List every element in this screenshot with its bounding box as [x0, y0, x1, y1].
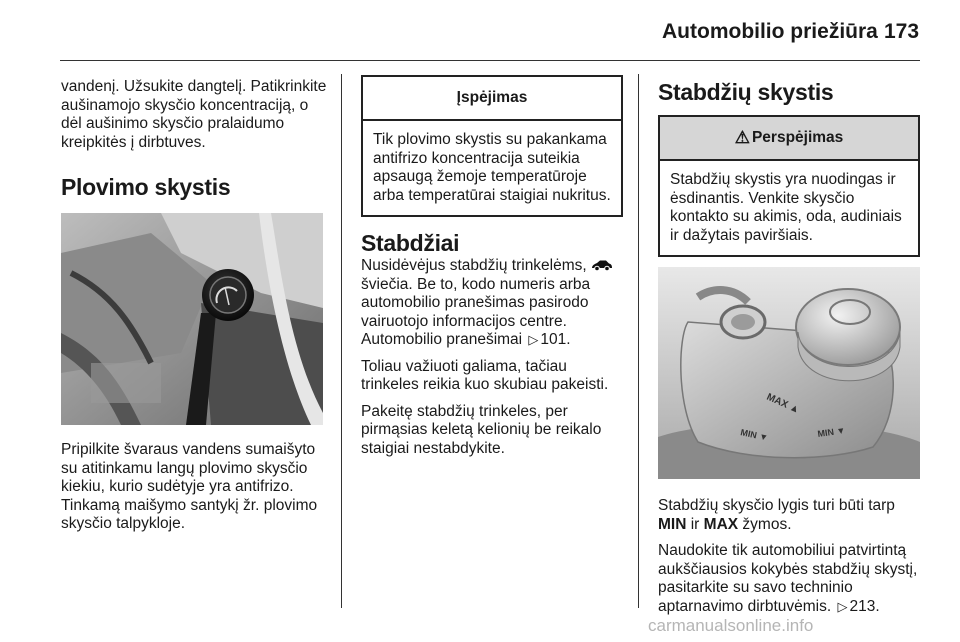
warning-box	[658, 115, 920, 257]
header-rule	[60, 60, 920, 61]
brake-fluid-p1-a: Stabdžių skysčio lygis turi būti tarp	[658, 497, 895, 514]
brake-fluid-paragraph-1	[658, 497, 920, 534]
brake-fluid-p1-ir: ir	[690, 515, 700, 533]
brake-fluid-reservoir-photo	[658, 267, 920, 479]
warning-title: Perspėjimas	[751, 128, 844, 146]
notice-title: Įspėjimas	[363, 77, 621, 121]
washer-fluid-paragraph: Pripilkite švaraus vandens sumaišyto su atitinkamu langų plovimo skysčio kiekiu, kurio sudėtyje yra antifrizo. Tinkamą maišymo santykį žr. plovimo skysčio talpykloje.	[61, 441, 318, 532]
notice-text: Tik plovimo skystis su pakankama antifrizo koncentracija suteikia apsaugą žemoje temperatūroje arba temperatūrai staigiai nukritus.	[373, 131, 611, 204]
page-reference-arrow-icon: ▷	[528, 332, 539, 347]
watermark: carmanualsonline.info	[648, 616, 814, 635]
brake-fluid-p2: Naudokite tik automobiliui patvirtintą aukščiausios kokybės stabdžių skystį, pasitarkite su savo techninio aptarnavimo dirbtuvėmis.	[658, 542, 918, 615]
brake-fluid-p2-ref[interactable]: 213.	[849, 597, 880, 615]
brakes-p1-before: Nusidėvėjus stabdžių trinkelėms,	[361, 257, 587, 274]
column-2	[361, 78, 626, 458]
min-mark-text: MIN	[658, 515, 687, 533]
min-level-label-left: MIN ▼	[739, 427, 769, 443]
column-divider-1	[341, 74, 342, 608]
warning-triangle-icon: ⚠	[734, 127, 750, 147]
max-mark-text: MAX	[703, 515, 739, 533]
column-divider-2	[638, 74, 639, 608]
brake-fluid-heading: Stabdžių skystis	[658, 79, 834, 105]
warning-header	[660, 117, 918, 161]
header-title: Automobilio priežiūra	[662, 20, 878, 43]
column-3	[658, 78, 920, 616]
min-level-label-right: MIN ▼	[816, 425, 846, 439]
brakes-p1-ref[interactable]: 101.	[540, 331, 571, 348]
brake-fluid-paragraph-2	[658, 542, 920, 616]
max-level-label: MAX ▲	[764, 391, 802, 416]
brakes-paragraph-3: Pakeitę stabdžių trinkeles, per pirmąsias keletą kelionių be reikalo staigiai nestabdykite.	[361, 402, 602, 457]
brake-pad-warning-icon	[591, 259, 613, 271]
washer-fluid-heading: Plovimo skystis	[61, 174, 231, 200]
page-reference-arrow-icon: ▷	[837, 598, 848, 614]
brakes-heading: Stabdžiai	[361, 230, 460, 256]
notice-box	[361, 75, 623, 217]
page-number: 173	[884, 20, 920, 43]
page-header	[0, 0, 960, 62]
brake-fluid-p1-b: žymos.	[742, 515, 792, 533]
intro-paragraph: vandenį. Užsukite dangtelį. Patikrinkite aušinamojo skysčio koncentraciją, o dėl aušinimo skysčio pralaidumo kreipkitės į dirbtuves.	[61, 78, 327, 151]
washer-fluid-cap-photo	[61, 213, 323, 425]
brakes-paragraph-1	[361, 257, 626, 350]
brakes-p1-after: šviečia. Be to, kodo numeris arba automobilio pranešimas pasirodo vairuotojo informacijos centre. Automobilio pranešimai	[361, 275, 591, 348]
brakes-paragraph-2: Toliau važiuoti galiama, tačiau trinkeles reikia kuo skubiau pakeisti.	[361, 357, 609, 393]
warning-text: Stabdžių skystis yra nuodingas ir ėsdinantis. Venkite skysčio kontakto su akimis, oda, audiniais ir dažytais paviršiais.	[670, 171, 902, 244]
column-1	[61, 78, 331, 534]
